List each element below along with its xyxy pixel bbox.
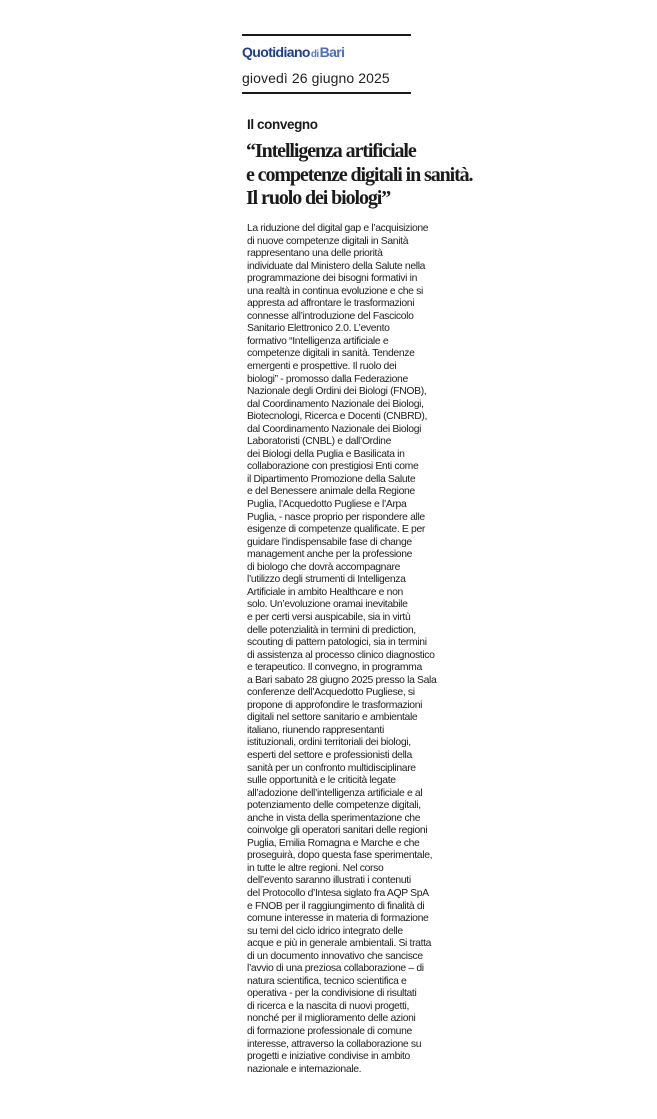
body-text-line: e terapeutico. Il convegno, in programma — [247, 662, 422, 674]
body-text-line: rappresentano una delle priorità — [247, 248, 383, 260]
body-text-line: Puglia, Emilia Romagna e Marche e che — [247, 837, 420, 849]
article-body — [247, 223, 439, 1076]
body-text-line: di formazione professionale di comune — [247, 1026, 412, 1037]
body-text-line: coinvolge gli operatori sanitari delle regioni — [247, 825, 428, 837]
newspaper-header — [242, 34, 411, 94]
body-text-line: l’avvio di una preziosa collaborazione – di — [247, 963, 424, 975]
body-text-line: formativo “Intelligenza artificiale e — [247, 335, 389, 347]
body-text-line: esperti del settore e professionisti della — [247, 749, 412, 761]
body-text-line: di ricerca e la nascita di nuovi progetti, — [247, 1000, 410, 1012]
body-text-line: su temi del ciclo idrico integrato delle — [247, 925, 403, 937]
headline-line: “Intelligenza artificiale — [246, 140, 416, 162]
header-bottom-rule — [242, 92, 411, 94]
body-text-line: e per certi versi auspicabile, sia in virtù — [247, 611, 411, 623]
body-text-line: a Bari sabato 28 giugno 2025 presso la Sala — [247, 674, 437, 686]
body-text-line: il Dipartimento Promozione della Salute — [247, 473, 416, 485]
body-text-line: appresta ad affrontare le trasformazioni — [247, 298, 415, 310]
body-text-line: natura scientifica, tecnico scientifica e — [247, 975, 407, 987]
body-text-line: conferenze dell’Acquedotto Pugliese, si — [247, 687, 415, 699]
publication-date: giovedì 26 giugno 2025 — [242, 70, 390, 86]
body-text-line: propone di approfondire le trasformazioni — [247, 699, 423, 711]
headline-line: e competenze digitali in sanità. — [246, 163, 473, 186]
newspaper-masthead — [242, 44, 411, 62]
body-text-line: l’utilizzo degli strumenti di Intelligenza — [247, 574, 406, 586]
body-text-line: e del Benessere animale della Regione — [247, 486, 415, 498]
body-text-line: interesse, attraverso la collaborazione su — [247, 1038, 422, 1050]
body-text-line: di nuove competenze digitali in Sanità — [247, 235, 409, 247]
body-text-line: all’adozione dell’intelligenza artificiale e al — [247, 787, 423, 799]
body-text-line: biologi” - promosso dalla Federazione — [247, 373, 408, 385]
body-text-line: scouting di pattern patologici, sia in termini — [247, 637, 427, 649]
masthead-city: Bari — [319, 44, 345, 60]
body-text-line: nazionale e internazionale. — [247, 1063, 362, 1075]
body-text-line: dal Coordinamento Nazionale dei Biologi, — [247, 398, 424, 410]
headline-line: Il ruolo dei biologi” — [246, 187, 391, 209]
masthead-di: di — [310, 49, 319, 60]
body-text-line: dal Coordinamento Nazionale dei Biologi — [247, 423, 422, 435]
body-text-line: esigenze di competenze qualificate. E per — [247, 524, 425, 536]
body-text-line: acque e più in generale ambientali. Si tratta — [247, 938, 432, 950]
body-text-line: Nazionale degli Ordini dei Biologi (FNOB), — [247, 386, 427, 398]
article-kicker: Il convegno — [247, 117, 318, 132]
body-text-line: dei Biologi della Puglia e Basilicata in — [247, 448, 405, 460]
body-text-line: delle potenzialità in termini di prediction, — [247, 624, 416, 636]
body-text-line: Biotecnologi, Ricerca e Docenti (CNBRD), — [247, 411, 428, 423]
body-text-line: programmazione dei bisogni formativi in — [247, 273, 418, 285]
body-text-line: comune interesse in materia di formazione — [247, 913, 429, 925]
body-text-line: competenze digitali in sanità. Tendenze — [247, 348, 415, 360]
body-text-line: italiano, riunendo rappresentanti — [247, 724, 384, 736]
body-text-line: collaborazione con prestigiosi Enti come — [247, 461, 419, 473]
body-text-line: di un documento innovativo che sancisce — [247, 950, 423, 962]
body-text-line: di biologo che dovrà accompagnare — [247, 561, 401, 573]
body-text-line: Laboratoristi (CNBL) e dall’Ordine — [247, 436, 392, 448]
article-headline — [246, 140, 473, 211]
body-text-line: di assistenza al processo clinico diagnostico — [247, 649, 435, 661]
header-top-rule — [242, 34, 411, 36]
body-text-line: sulle opportunità e le criticità legate — [247, 775, 396, 787]
body-text-line: emergenti e prospettive. Il ruolo dei — [247, 361, 397, 373]
body-text-line: potenziamento delle competenze digitali, — [247, 800, 421, 812]
body-text-line: in tutte le altre regioni. Nel corso — [247, 862, 384, 874]
body-text-line: dell’evento saranno illustrati i contenuti — [247, 875, 411, 887]
body-text-line: Puglia, l’Acquedotto Pugliese e l’Arpa — [247, 499, 407, 511]
body-text-line: Sanitario Elettronico 2.0. L’evento — [247, 323, 390, 335]
body-text-line: nonché per il miglioramento delle azioni — [247, 1013, 416, 1025]
body-text-line: guidare l’indispensabile fase di change — [247, 536, 412, 548]
body-text-line: anche in vista della sperimentazione che — [247, 812, 421, 824]
body-text-line: connesse all’introduzione del Fascicolo — [247, 310, 414, 322]
body-text-line: e FNOB per il raggiungimento di finalità di — [247, 900, 425, 912]
body-text-line: istituzionali, ordini territoriali dei biologi, — [247, 737, 411, 749]
body-text-line: La riduzione del digital gap e l’acquisizione — [247, 223, 429, 234]
body-text-line: proseguirà, dopo questa fase sperimentale, — [247, 850, 433, 862]
body-text-line: progetti e iniziative condivise in ambito — [247, 1051, 410, 1063]
masthead-name: Quotidiano — [242, 44, 310, 60]
body-text-line: sanità per un confronto multidisciplinare — [247, 762, 416, 774]
body-text-line: operativa - per la condivisione di risultati — [247, 988, 417, 1000]
body-text-line: del Protocollo d’Intesa siglato fra AQP SpA — [247, 887, 429, 899]
body-text-line: Puglia, - nasce proprio per rispondere alle — [247, 511, 425, 523]
body-text-line: Artificiale in ambito Healthcare e non — [247, 586, 403, 598]
body-text-line: solo. Un’evoluzione oramai inevitabile — [247, 599, 408, 611]
body-text-line: una realtà in continua evoluzione e che si — [247, 285, 423, 297]
body-text-line: digitali nel settore sanitario e ambientale — [247, 712, 418, 724]
body-text-line: management anche per la professione — [247, 549, 413, 561]
body-text-line: individuate dal Ministero della Salute nella — [247, 260, 426, 272]
